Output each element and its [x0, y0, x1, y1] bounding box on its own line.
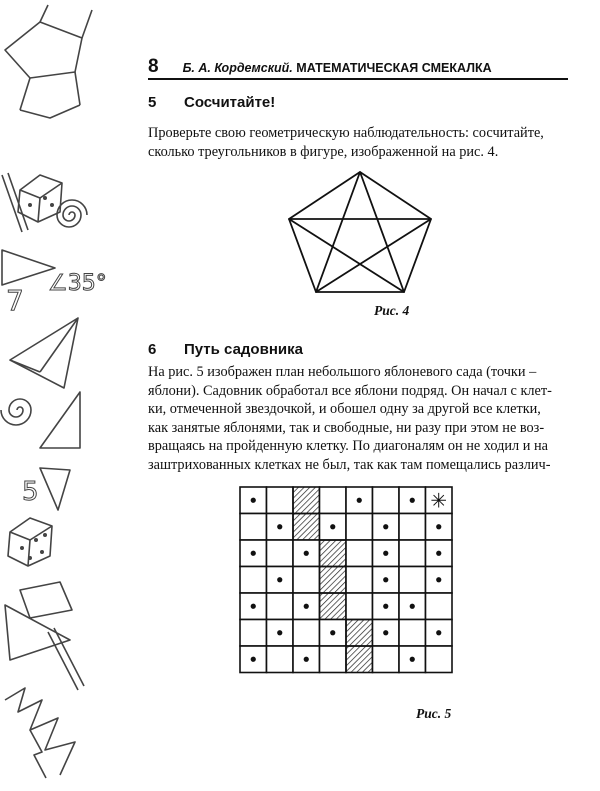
hatched-cell: [320, 593, 347, 620]
grid-cell: [267, 593, 294, 620]
lightning-icon: [30, 730, 46, 778]
section-5-title: Сосчитайте!: [184, 94, 276, 111]
apple-tree-dot: [277, 577, 282, 582]
apple-tree-dot: [251, 498, 256, 503]
grid-cell: [346, 514, 373, 541]
grid-cell: [267, 487, 294, 514]
apple-tree-dot: [383, 551, 388, 556]
garden-plan-grid: [238, 485, 458, 697]
apple-tree-dot: [304, 551, 309, 556]
margin-decoration: [0, 0, 118, 791]
running-title: [183, 58, 492, 78]
apple-tree-dot: [383, 524, 388, 529]
grid-cell: [399, 514, 426, 541]
grid-cell: [320, 487, 347, 514]
section-6-line: яблони). Садовник обработал все яблони подряд. Он начал с клет-: [148, 382, 552, 399]
apple-tree-dot: [357, 498, 362, 503]
apple-tree-dot: [251, 604, 256, 609]
section-5-text: [148, 124, 568, 161]
section-6-line: как занятые яблонями, так и свободные, ни разу при этом не воз-: [148, 419, 545, 436]
grid-cell: [346, 567, 373, 594]
apple-tree-dot: [383, 577, 388, 582]
grid-cell: [399, 620, 426, 647]
grid-cell: [267, 540, 294, 567]
apple-tree-dot: [436, 524, 441, 529]
start-star-icon: ✳: [430, 488, 448, 513]
pencil-icon: [2, 173, 28, 232]
apple-tree-dot: [330, 630, 335, 635]
pentagram-figure: [280, 162, 440, 302]
grid-cell: [373, 646, 400, 673]
spiral-icon: [57, 200, 87, 227]
cube-face-icon: [20, 582, 72, 618]
section-6-text: [148, 363, 568, 474]
hatched-cell: [320, 540, 347, 567]
running-title-book: МАТЕМАТИЧЕСКАЯ СМЕКАЛКА: [296, 61, 492, 75]
apple-tree-dot: [251, 657, 256, 662]
apple-tree-dot: [383, 630, 388, 635]
triangle-small-icon: [40, 468, 70, 510]
page-header: [148, 54, 568, 80]
apple-tree-dot: [304, 657, 309, 662]
section-5-line: сколько треугольников в фигуре, изображенной на рис. 4.: [148, 143, 499, 160]
apple-tree-dot: [277, 524, 282, 529]
apple-tree-dot: [304, 604, 309, 609]
angle-label: ∠35°: [48, 271, 107, 296]
figure-5-caption: Рис. 5: [416, 706, 452, 721]
hatched-cell: [320, 567, 347, 594]
grid-cell: [293, 567, 320, 594]
hatched-cell: [346, 620, 373, 647]
section-6-heading: [148, 341, 303, 358]
grid-cell: [320, 646, 347, 673]
grid-cell: [267, 646, 294, 673]
section-5-number: 5: [148, 94, 157, 111]
right-triangle-icon: [40, 392, 80, 448]
apple-tree-dot: [436, 577, 441, 582]
digit-seven: 7: [6, 284, 24, 317]
apple-tree-dot: [410, 657, 415, 662]
zigzag-icon: [5, 688, 75, 775]
grid-cell: [399, 567, 426, 594]
apple-tree-dot: [251, 551, 256, 556]
grid-cell: [426, 646, 453, 673]
grid-cell: [293, 620, 320, 647]
section-6-line: заштрихованных клетках не был, так как там помещались различ-: [148, 456, 551, 473]
grid-cell: [399, 540, 426, 567]
wireframe-polyhedron-icon: [5, 5, 92, 118]
die-icon: [18, 175, 62, 222]
apple-tree-dot: [410, 604, 415, 609]
grid-cell: [426, 593, 453, 620]
apple-tree-dot: [277, 630, 282, 635]
hatched-cell: [293, 487, 320, 514]
triangle-lower-icon: [5, 605, 70, 660]
section-6-line: вращаясь на пройденную клетку. По диагоналям он не ходил и на: [148, 438, 548, 454]
running-title-author: Б. А. Кордемский.: [182, 61, 293, 75]
figure-4-caption: Рис. 4: [374, 303, 410, 318]
grid-cell: [240, 567, 267, 594]
section-5-heading: [148, 94, 275, 111]
spiral-lower-icon: [1, 399, 31, 425]
grid-cell: [346, 593, 373, 620]
section-6-line: ки, отмеченной звездочкой, и обошел одну за другой все клетки,: [148, 401, 541, 417]
apple-tree-dot: [330, 524, 335, 529]
pyramid-icon: [10, 318, 78, 388]
apple-tree-dot: [383, 604, 388, 609]
apple-tree-dot: [410, 498, 415, 503]
grid-cell: [240, 514, 267, 541]
section-5-line: Проверьте свою геометрическую наблюдательность: сосчитайте,: [148, 125, 544, 141]
apple-tree-dot: [436, 630, 441, 635]
apple-tree-dot: [436, 551, 441, 556]
grid-cell: [240, 620, 267, 647]
hatched-cell: [346, 646, 373, 673]
section-6-line: На рис. 5 изображен план небольшого яблоневого сада (точки –: [148, 364, 537, 380]
grid-cell: [346, 540, 373, 567]
digit-five: 5: [22, 477, 39, 507]
grid-cell: [373, 487, 400, 514]
section-6-number: 6: [148, 341, 157, 358]
page-number: 8: [148, 56, 159, 77]
section-6-title: Путь садовника: [184, 341, 303, 358]
hatched-cell: [293, 514, 320, 541]
